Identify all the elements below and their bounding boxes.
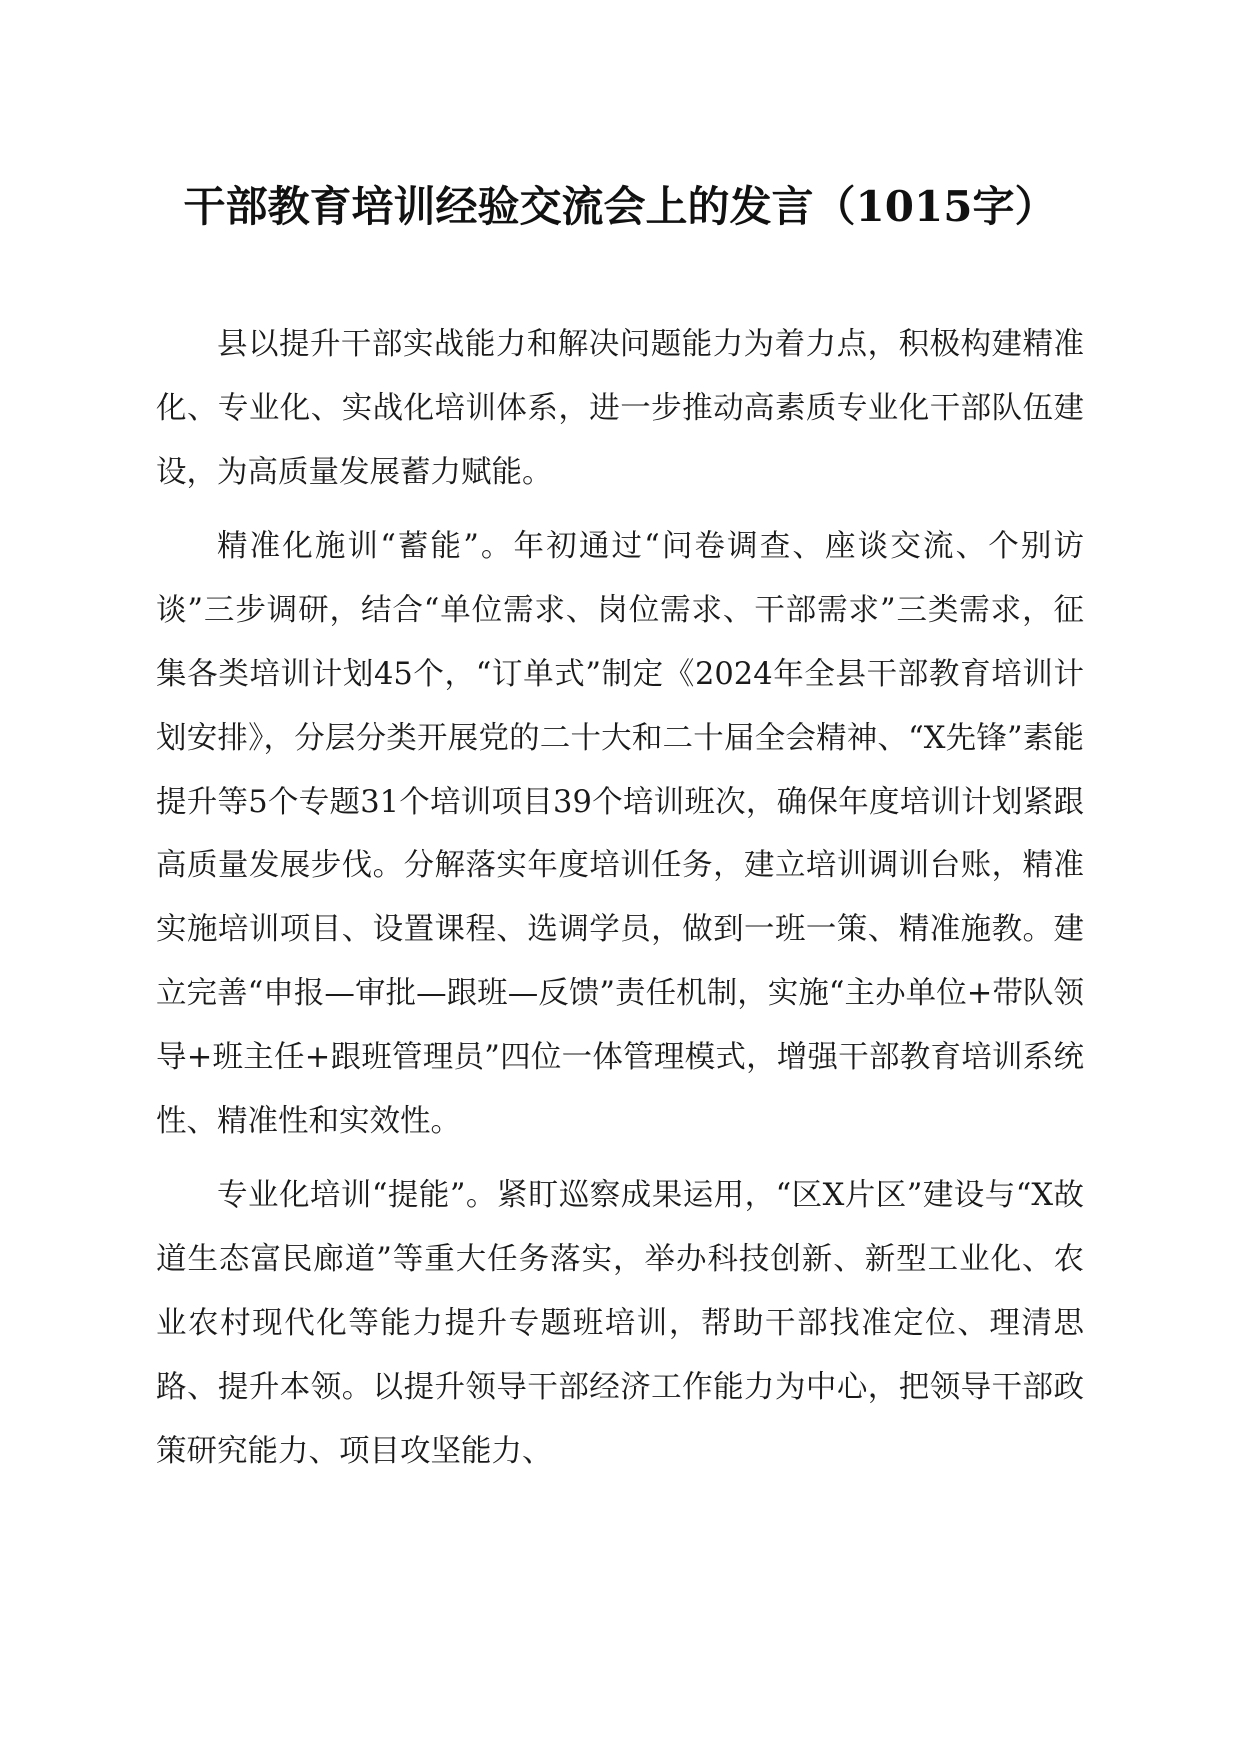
paragraph-professional-training: 专业化培训“提能”。紧盯巡察成果运用，“区X片区”建设与“X故道生态富民廊道”等重大任务落实，举办科技创新、新型工业化、农业农村现代化等能力提升专题班培训，帮助干部找准定位、理清思路、提升本领。以提升领导干部经济工作能力为中心，把领导干部政策研究能力、项目攻坚能力、 — [156, 1178, 1084, 1469]
paragraph-precise-training: 精准化施训“蓄能”。年初通过“问卷调查、座谈交流、个别访谈”三步调研，结合“单位需求、岗位需求、干部需求”三类需求，征集各类培训计划45个，“订单式”制定《2024年全县干部教育培训计划安排》，分层分类开展党的二十大和二十届全会精神、“X先锋”素能提升等5个专题31个培训项目39个培训班次，确保年度培训计划紧跟高质量发展步伐。分解落实年度培训任务，建立培训调训台账，精准实施培训项目、设置课程、选调学员，做到一班一策、精准施教。建立完善“申报—审批—跟班—反馈”责任机制，实施“主办单位+带队领导+班主任+跟班管理员”四位一体管理模式，增强干部教育培训系统性、精准性和实效性。 — [156, 529, 1084, 1139]
document-body — [156, 313, 1084, 1494]
paragraph-intro: 县以提升干部实战能力和解决问题能力为着力点，积极构建精准化、专业化、实战化培训体系，进一步推动高素质专业化干部队伍建设，为高质量发展蓄力赋能。 — [156, 327, 1084, 490]
document-title: 干部教育培训经验交流会上的发言（1015字） — [183, 182, 1057, 231]
